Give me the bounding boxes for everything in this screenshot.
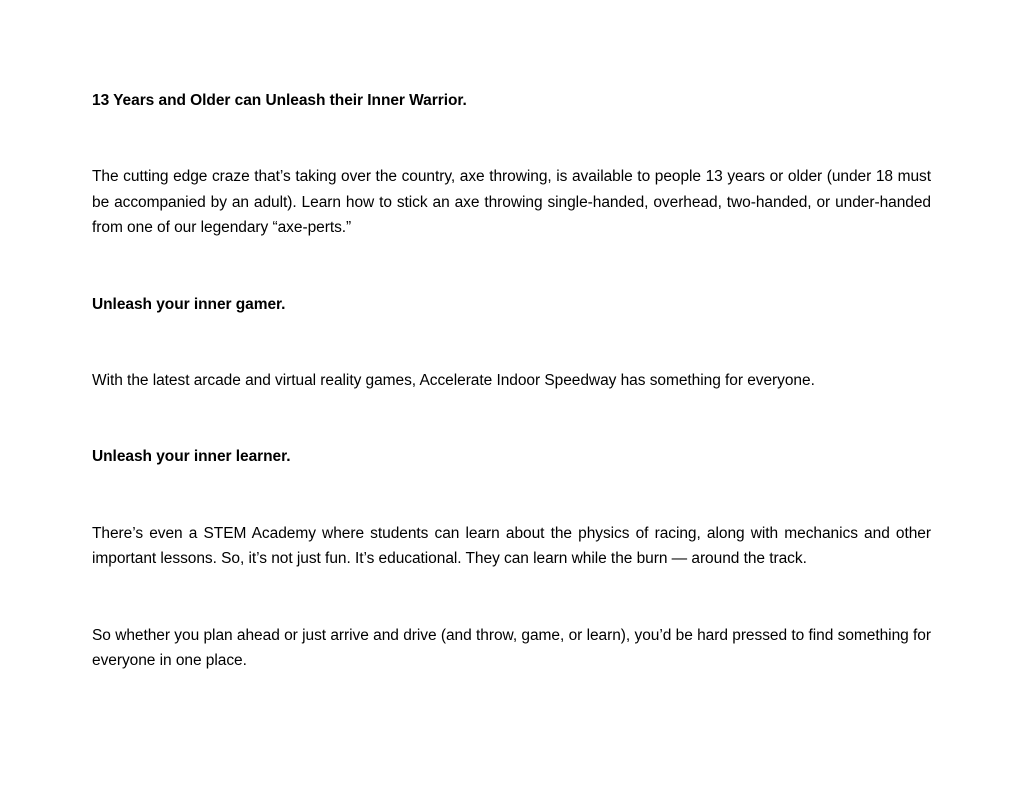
heading-inner-warrior: 13 Years and Older can Unleash their Inner Warrior. <box>92 92 467 109</box>
paragraph-axe-throwing: The cutting edge craze that’s taking over the country, axe throwing, is available to people 13 years or older (under 18 must be accompanied by an adult). Learn how to stick an axe throwing single-handed, overhead, two-handed, or under-handed from one of our legendary “axe-perts.” <box>92 168 931 237</box>
paragraph-arcade-speedway: With the latest arcade and virtual reality games, Accelerate Indoor Speedway has something for everyone. <box>92 372 815 390</box>
paragraph-stem-academy: There’s even a STEM Academy where students can learn about the physics of racing, along with mechanics and other important lessons. So, it’s not just fun. It’s educational. They can learn while the burn — around the track. <box>92 524 931 568</box>
heading-inner-gamer: Unleash your inner gamer. <box>92 295 286 313</box>
heading-inner-learner: Unleash your inner learner. <box>92 448 291 466</box>
paragraph-closing: So whether you plan ahead or just arrive and drive (and throw, game, or learn), you’d be hard pressed to find something for everyone in one place. <box>92 626 931 670</box>
